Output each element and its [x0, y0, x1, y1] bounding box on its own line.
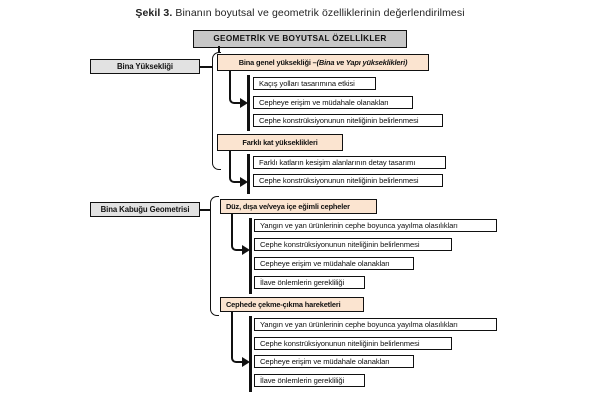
item-node: Cephe konstrüksiyonunun niteliğinin belirlenmesi [254, 238, 452, 251]
group-header-text: Cephede çekme-çıkma hareketleri [226, 299, 341, 309]
connector-dash-bina-kabugu [200, 209, 211, 211]
group-header-text: Bina genel yüksekliği – [238, 57, 317, 67]
connector-bar-group2 [247, 154, 250, 194]
category-node-bina-yuksekligi: Bina Yüksekliği [90, 59, 200, 74]
connector-bar-group3 [249, 218, 252, 294]
item-node: İlave önlemlerin gerekliliği [254, 374, 365, 387]
connector-dash-bina-yuksekligi [200, 66, 213, 68]
item-node: Yangın ve yan ürünlerinin cephe boyunca yayılma olasılıkları [254, 219, 497, 232]
item-node: Yangın ve yan ürünlerinin cephe boyunca yayılma olasılıkları [254, 318, 497, 331]
group-header-duz-egimli-cepheler [220, 199, 377, 214]
connector-bar-group1 [247, 75, 250, 131]
item-node: Cephe konstrüksiyonunun niteliğinin belirlenmesi [254, 337, 452, 350]
group-header-emphasis: (Bina ve Yapı yükseklikleri) [316, 57, 408, 67]
connector-bracket-envelope-geometry [210, 196, 219, 316]
item-node: Cephe konstrüksiyonunun niteliğinin belirlenmesi [253, 114, 443, 127]
group-header-farkli-kat-yukseklikleri [217, 134, 343, 151]
figure-caption-number: Şekil 3. [135, 7, 173, 19]
item-node: Farklı katların kesişim alanlarının detay tasarımı [253, 156, 446, 169]
connector-elbow-group4 [231, 312, 243, 363]
item-node: Cephe konstrüksiyonunun niteliğinin belirlenmesi [253, 174, 443, 187]
item-node: Cepheye erişim ve müdahale olanakları [254, 257, 414, 270]
group-header-text: Düz, dışa ve/veya içe eğimli cepheler [226, 201, 350, 211]
figure-caption [0, 7, 600, 19]
group-header-bina-genel-yuksekligi [217, 54, 429, 71]
item-node: Cepheye erişim ve müdahale olanakları [253, 96, 413, 109]
category-node-bina-kabugu-geometrisi: Bina Kabuğu Geometrisi [90, 202, 200, 217]
item-node: İlave önlemlerin gerekliliği [254, 276, 365, 289]
group-header-cephede-cekme-cikma [220, 297, 364, 312]
connector-bar-group4 [249, 316, 252, 392]
group-header-text: Farklı kat yükseklikleri [242, 137, 318, 147]
item-node: Cepheye erişim ve müdahale olanakları [254, 355, 414, 368]
item-node: Kaçış yolları tasarımına etkisi [253, 77, 376, 90]
figure-caption-text: Binanın boyutsal ve geometrik özelliklerinin değerlendirilmesi [172, 7, 465, 19]
root-node: GEOMETRİK VE BOYUTSAL ÖZELLİKLER [193, 30, 407, 48]
